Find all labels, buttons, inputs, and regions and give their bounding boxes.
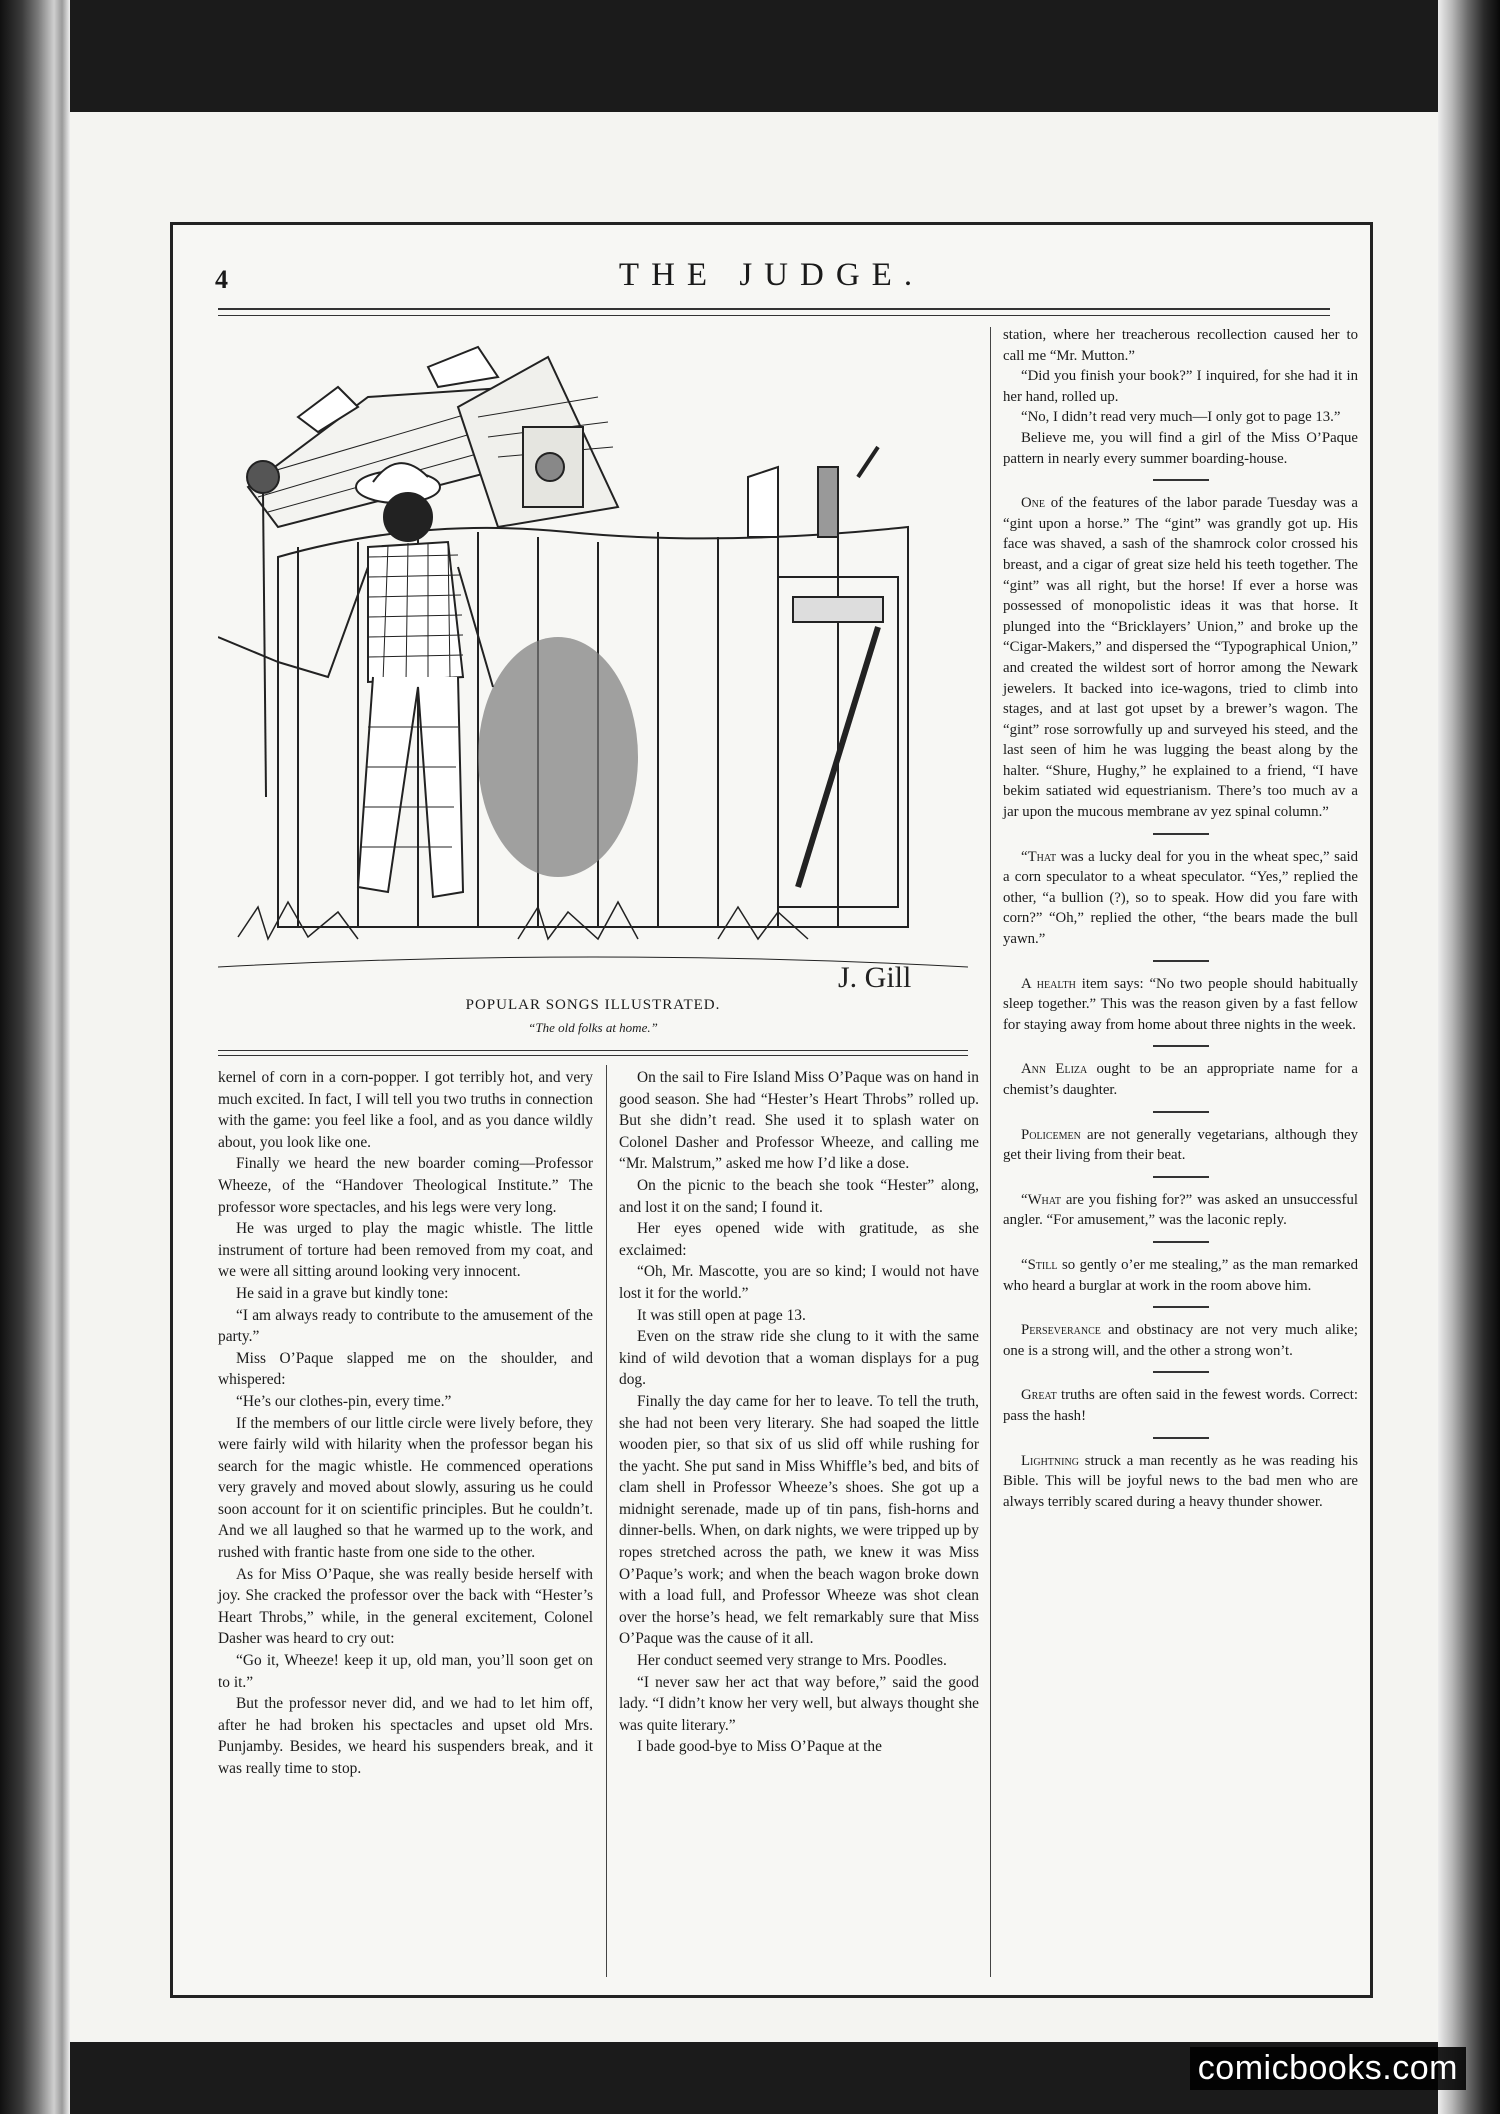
column-rule-right — [990, 327, 991, 1977]
masthead-rule — [218, 308, 1330, 310]
paragraph: It was still open at page 13. — [637, 1306, 806, 1324]
news-item — [1003, 847, 1358, 950]
paragraph: Miss O’Paque slapped me on the shoulder, and whispered: — [218, 1349, 593, 1389]
column-1 — [218, 1067, 593, 1780]
item-text: truths are often said in the fewest words. Correct: pass the hash! — [1003, 1387, 1358, 1424]
page-frame — [170, 222, 1373, 1998]
paragraph: Even on the straw ride she clung to it with the same kind of wild devotion that a woman displays for a pug dog. — [619, 1328, 979, 1389]
paragraph: But the professor never did, and we had to let him off, after he had broken his spectacles and upset old Mrs. Punjamby. Besides, we heard his suspenders break, and it was really time to stop. — [218, 1695, 593, 1777]
masthead-title: THE JUDGE. — [618, 257, 925, 293]
binding-left — [0, 0, 70, 2114]
item-text: struck a man recently as he was reading his Bible. This will be joyful news to the bad men who are always terribly scared during a heavy thunder shower. — [1003, 1452, 1358, 1510]
site-watermark: comicbooks.com — [1190, 2047, 1466, 2090]
section-rule — [1153, 1045, 1209, 1047]
item-lead: One — [1021, 495, 1046, 512]
cartoon-illustration — [218, 327, 968, 1007]
paragraph: On the picnic to the beach she took “Hester” along, and lost it on the sand; I found it. — [619, 1176, 979, 1216]
news-item — [1003, 1125, 1358, 1166]
paragraph: “He’s our clothes-pin, every time.” — [236, 1392, 452, 1410]
illustration-rule — [218, 1050, 968, 1051]
item-lead: “That — [1021, 848, 1057, 865]
paragraph: “Go it, Wheeze! keep it up, old man, you’ll soon get on to it.” — [218, 1652, 593, 1691]
paragraph: As for Miss O’Paque, she was really beside herself with joy. She cracked the professor over the back with “Hester’s Heart Throbs,” while, in the general excitement, Colonel Dasher was heard to cry out: — [218, 1565, 593, 1648]
item-lead: Policemen — [1021, 1126, 1081, 1143]
paragraph: kernel of corn in a corn-popper. I got terribly hot, and very much excited. In fact, I will tell you two truths in connection with the game: you feel like a fool, and as you dance wildly about, you look like one. — [218, 1069, 593, 1151]
paragraph: “I never saw her act that way before,” said the good lady. “I didn’t know her very well, but always thought she was quite literary.” — [619, 1673, 979, 1734]
item-text: are not generally vegetarians, although they get their living from their beat. — [1003, 1126, 1358, 1164]
paragraph: “Oh, Mr. Mascotte, you are so kind; I would not have lost it for the world.” — [619, 1263, 979, 1302]
illustration-rule-thin — [218, 1055, 968, 1056]
item-lead: Lightning — [1021, 1452, 1079, 1469]
news-item — [1003, 1385, 1358, 1426]
section-rule — [1153, 1111, 1209, 1113]
paragraph: Finally we heard the new boarder coming—Professor Wheeze, of the “Handover Theological Institute.” The professor wore spectacles, and his legs were very long. — [218, 1155, 593, 1216]
item-lead: A health — [1021, 975, 1076, 992]
paragraph: He was urged to play the magic whistle. The little instrument of torture had been removed from my coat, and we were all sitting around looking very innocent. — [218, 1220, 593, 1281]
binding-right — [1438, 0, 1500, 2114]
illustration-caption: POPULAR SONGS ILLUSTRATED. — [465, 997, 721, 1013]
news-item — [1003, 1190, 1358, 1231]
item-lead: Great — [1021, 1387, 1057, 1404]
paragraph: “I am always ready to contribute to the amusement of the party.” — [218, 1306, 593, 1346]
news-item — [1003, 1320, 1358, 1361]
news-item — [1003, 1451, 1358, 1513]
column-2 — [619, 1067, 979, 1758]
item-lead: “What — [1021, 1191, 1061, 1208]
item-lead: “Still — [1021, 1256, 1058, 1273]
item-text: are you fishing for?” was asked an unsuccessful angler. “For amusement,” was the laconic reply. — [1003, 1191, 1358, 1229]
paragraph: Her eyes opened wide with gratitude, as she exclaimed: — [619, 1220, 979, 1259]
section-rule — [1153, 1306, 1209, 1308]
section-rule — [1153, 960, 1209, 962]
item-lead: Perseverance — [1021, 1322, 1101, 1339]
item-text: was a lucky deal for you in the wheat spec,” said a corn speculator to a wheat speculator. “Yes,” replied the other, “a bullion (?), so to speak. How did you fare with corn?” “Oh,” replied the other, “the bears made the bull yawn.” — [1003, 848, 1358, 948]
illustration-subcaption: “The old folks at home.” — [528, 1020, 658, 1035]
paragraph: On the sail to Fire Island Miss O’Paque was on hand in good season. She had “Hester’s Heart Throbs” rolled up. But she didn’t read. She used it to splash water on Colonel Dasher and Professor Wheeze, and calling me “Mr. Malstrum,” asked me how I’d like a dose. — [619, 1069, 979, 1173]
page-number: 4 — [215, 265, 228, 294]
paragraph: Her conduct seemed very strange to Mrs. Poodles. — [637, 1652, 947, 1670]
column-rule-middle — [606, 1065, 607, 1977]
news-item — [1003, 1255, 1358, 1296]
section-rule — [1153, 1241, 1209, 1243]
paragraph: Finally the day came for her to leave. To tell the truth, she had not been very literary. She had soaped the little wooden pier, so that six of us slid off while rushing for the yacht. She put sand in Miss Whiffle’s bed, and bits of clam shell in Professor Wheeze’s shoes. She got up a midnight serenade, made up of tin pans, fish-horns and dinner-bells. When, on dark nights, we were tripped up by ropes stretched across the path, we knew it was Miss O’Paque’s work; and when the beach wagon broke down with a load full, and Professor Wheeze was shot clean over the horse’s head, we felt remarkably sure that Miss O’Paque was the cause of it all. — [619, 1392, 979, 1648]
artist-signature: J. Gill — [838, 961, 912, 994]
paragraph: He said in a grave but kindly tone: — [236, 1284, 449, 1302]
item-text: of the features of the labor parade Tuesday was a “gint upon a horse.” The “gint” was grandly got up. His face was shaved, a sash of the shamrock color crossed his breast, and a cigar of great size held his teeth together. The “gint” was all right, but the horse! If ever a horse was possessed of monopolistic ideas it was that horse. It plunged into the “Bricklayers’ Union,” and broke up the “Cigar-Makers,” and dispersed the “Typographical Union,” and created the wildest sort of horror among the Newark jewelers. It backed into ice-wagons, tried to climb into stages, and at last got upset by a brewer’s wagon. The “gint” rose sorrowfully up and surveyed his steed, and the last seen of him he was lugging the beast along by the halter. “Shure, Hughy,” he explained to a friend, “I have bekim satiated wid equestrianism. There’s too much av a jar upon the mucous membrane av yez spinal column.” — [1003, 495, 1358, 821]
paragraph: “Did you finish your book?” I inquired, for she had it in her hand, rolled up. — [1003, 368, 1358, 405]
section-rule — [1153, 1437, 1209, 1439]
item-text: and obstinacy are not very much alike; one is a strong will, and the other a strong won’t. — [1003, 1322, 1358, 1359]
paragraph: If the members of our little circle were lively before, they were fairly wild with hilarity when the professor began his search for the magic whistle. He commenced operations very gravely and moved about slowly, assuring us he could soon account for it on scientific principles. But he couldn’t. And we all laughed so that he warmed up to the work, and rushed with frantic haste from one side to the other. — [218, 1414, 593, 1562]
item-text: item says: “No two people should habitually sleep together.” This was the reason given by a fast fellow for staying away from home about three nights in the week. — [1003, 975, 1358, 1033]
column-3 — [1003, 325, 1358, 1512]
paragraph: station, where her treacherous recollection caused her to call me “Mr. Mutton.” — [1003, 327, 1358, 364]
section-rule — [1153, 479, 1209, 481]
paragraph: “No, I didn’t read very much—I only got to page 13.” — [1021, 409, 1341, 426]
section-rule — [1153, 833, 1209, 835]
item-text: so gently o’er me stealing,” as the man remarked who heard a burglar at work in the room above him. — [1003, 1256, 1358, 1294]
news-item — [1003, 493, 1358, 823]
section-rule — [1153, 1371, 1209, 1373]
section-rule — [1153, 1176, 1209, 1178]
news-item — [1003, 974, 1358, 1036]
item-lead: Ann Eliza — [1021, 1061, 1088, 1078]
news-item — [1003, 1059, 1358, 1100]
paragraph: I bade good-bye to Miss O’Paque at the — [637, 1738, 882, 1756]
paragraph: Believe me, you will find a girl of the Miss O’Paque pattern in nearly every summer boarding-house. — [1003, 429, 1358, 467]
masthead-rule-thin — [218, 315, 1330, 316]
item-text: ought to be an appropriate name for a chemist’s daughter. — [1003, 1061, 1358, 1098]
